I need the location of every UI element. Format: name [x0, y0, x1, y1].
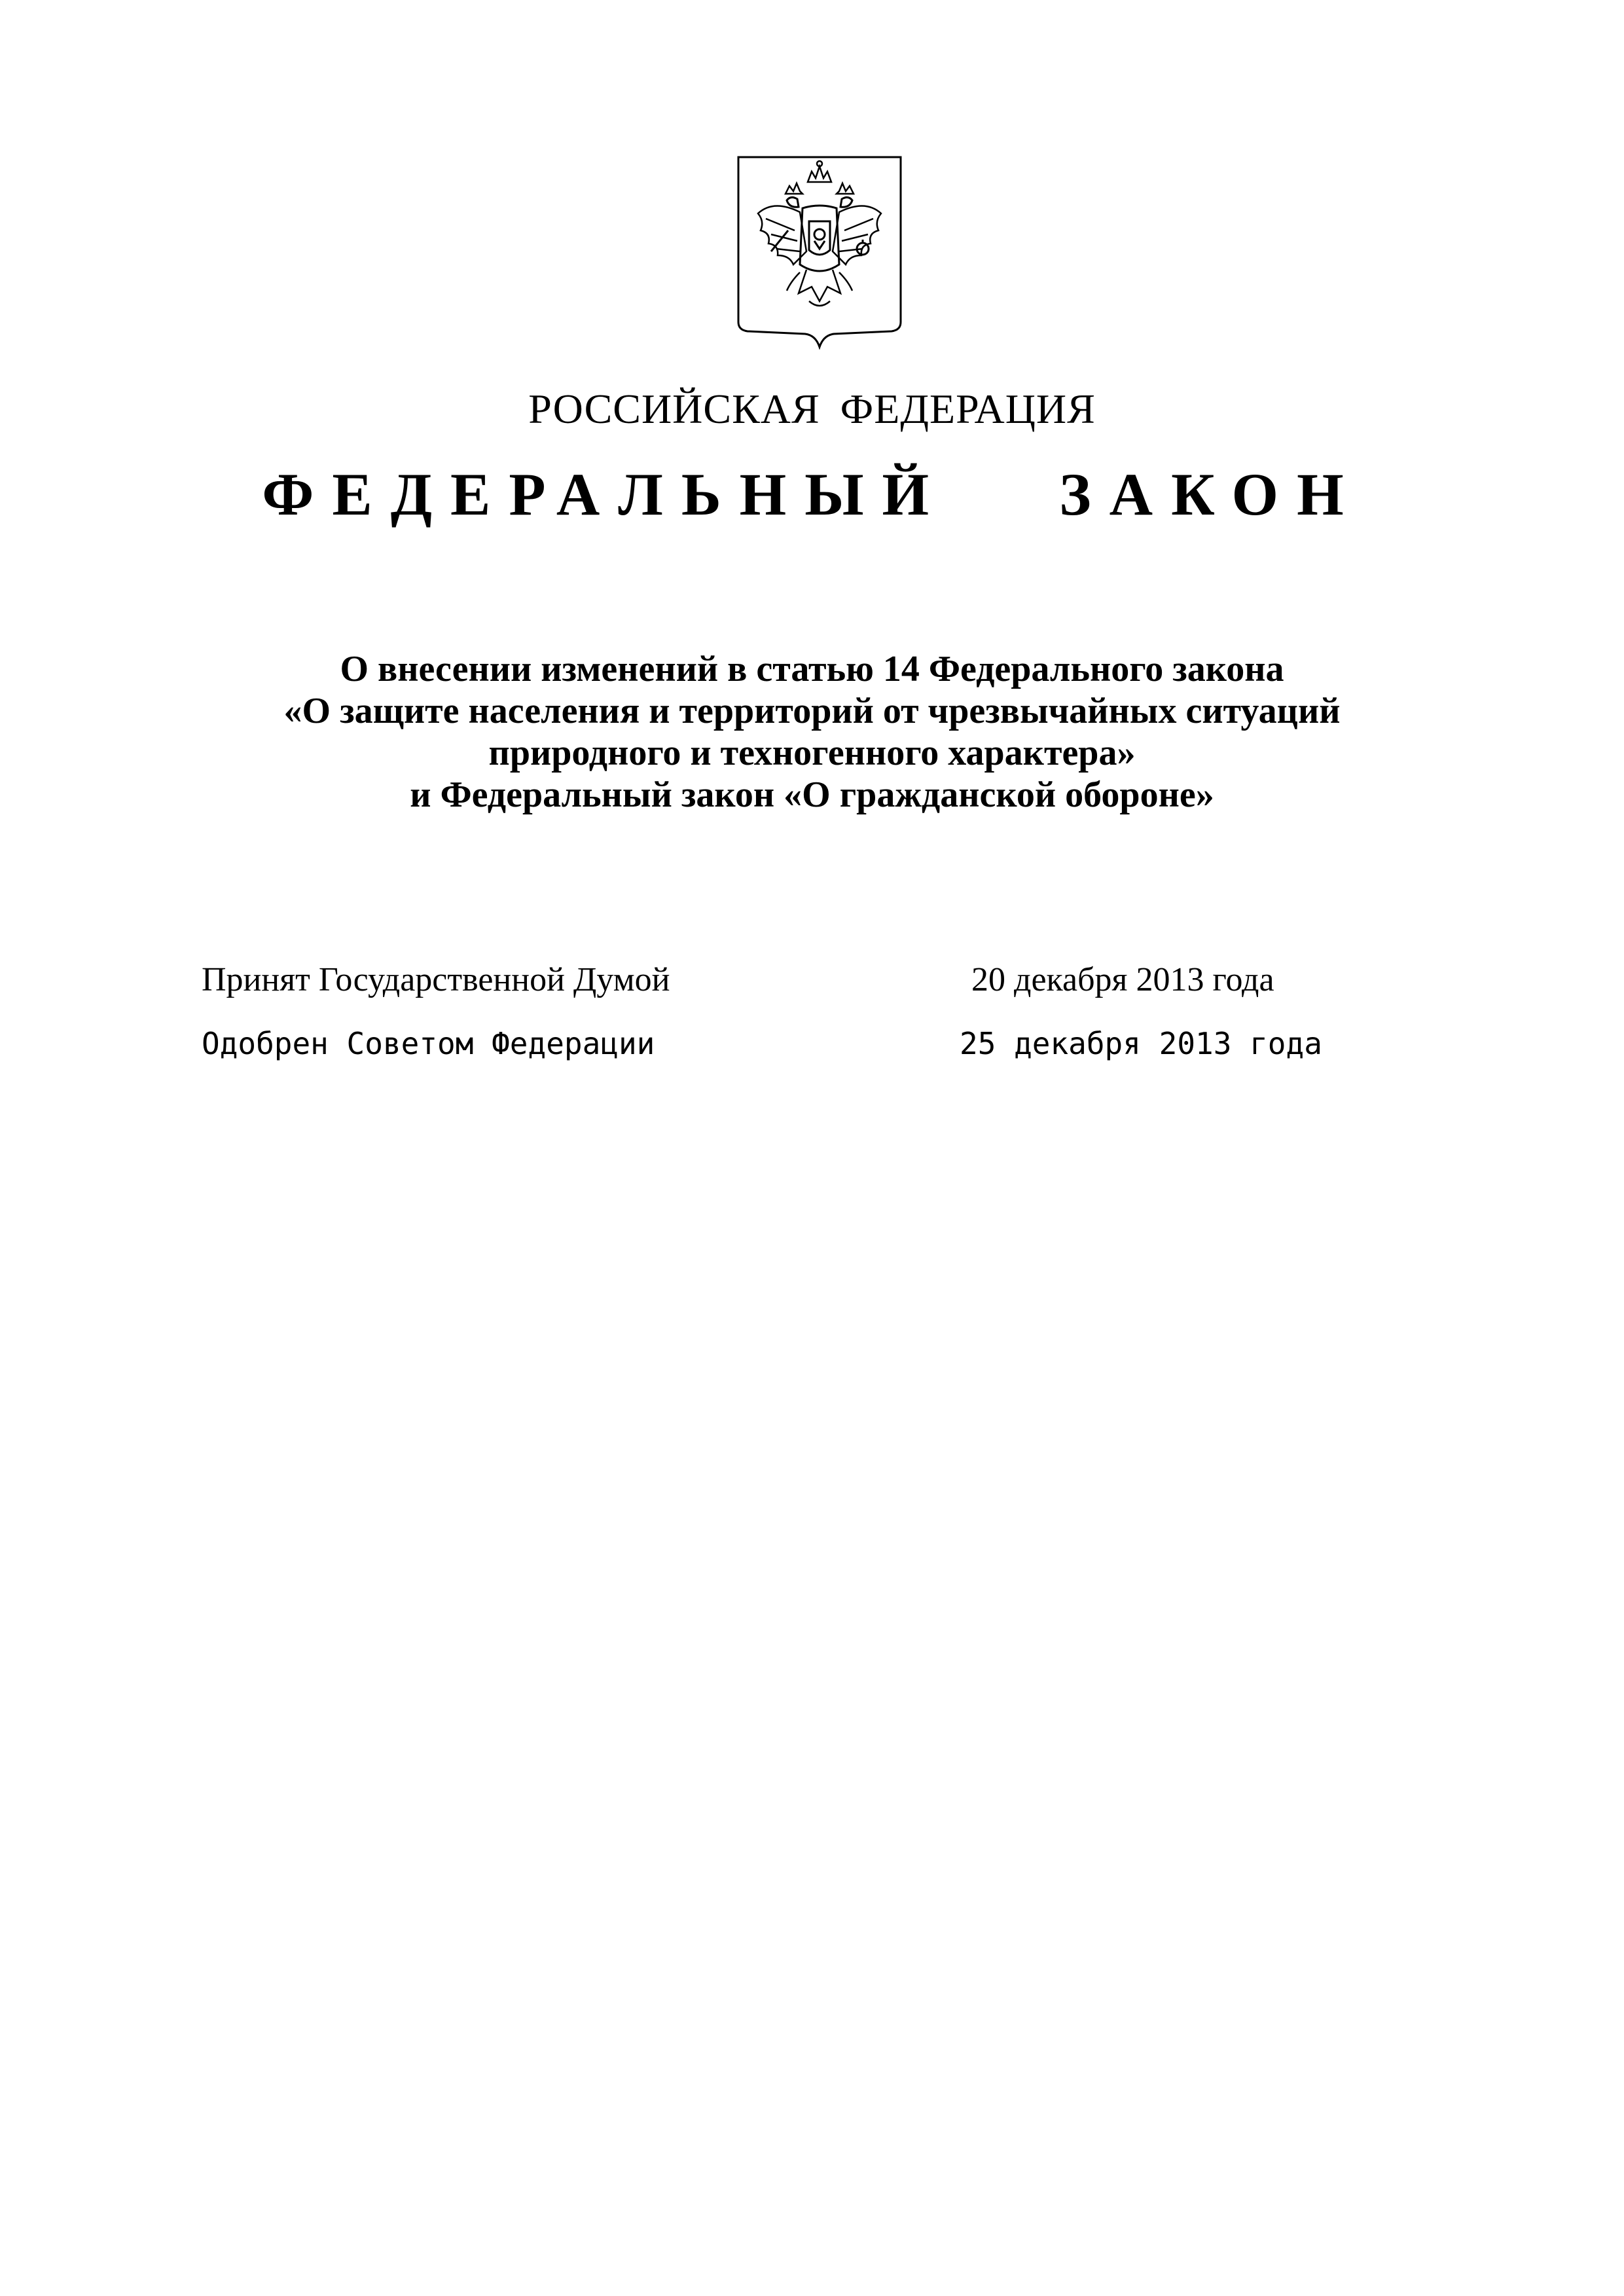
coat-of-arms-icon [734, 153, 905, 350]
council-approval-label: Одобрен Советом Федерации [202, 1026, 655, 1061]
law-title-line: природного и техногенного характера» [488, 733, 1136, 773]
document-type: ФЕДЕРАЛЬНЫЙ ЗАКОН [262, 461, 1362, 528]
law-title-line: «О защите населения и территорий от чрезвычайных ситуаций [283, 691, 1341, 731]
duma-adoption-label: Принят Государственной Думой [202, 961, 670, 998]
council-approval-date: 25 декабря 2013 года [960, 1026, 1322, 1061]
law-title-line: и Федеральный закон «О гражданской обороне» [410, 774, 1214, 815]
law-title-line: О внесении изменений в статью 14 Федерального закона [340, 649, 1284, 689]
duma-adoption-date: 20 декабря 2013 года [971, 961, 1274, 998]
country-name: РОССИЙСКАЯ ФЕДЕРАЦИЯ [528, 386, 1096, 432]
law-title [0, 648, 1624, 816]
